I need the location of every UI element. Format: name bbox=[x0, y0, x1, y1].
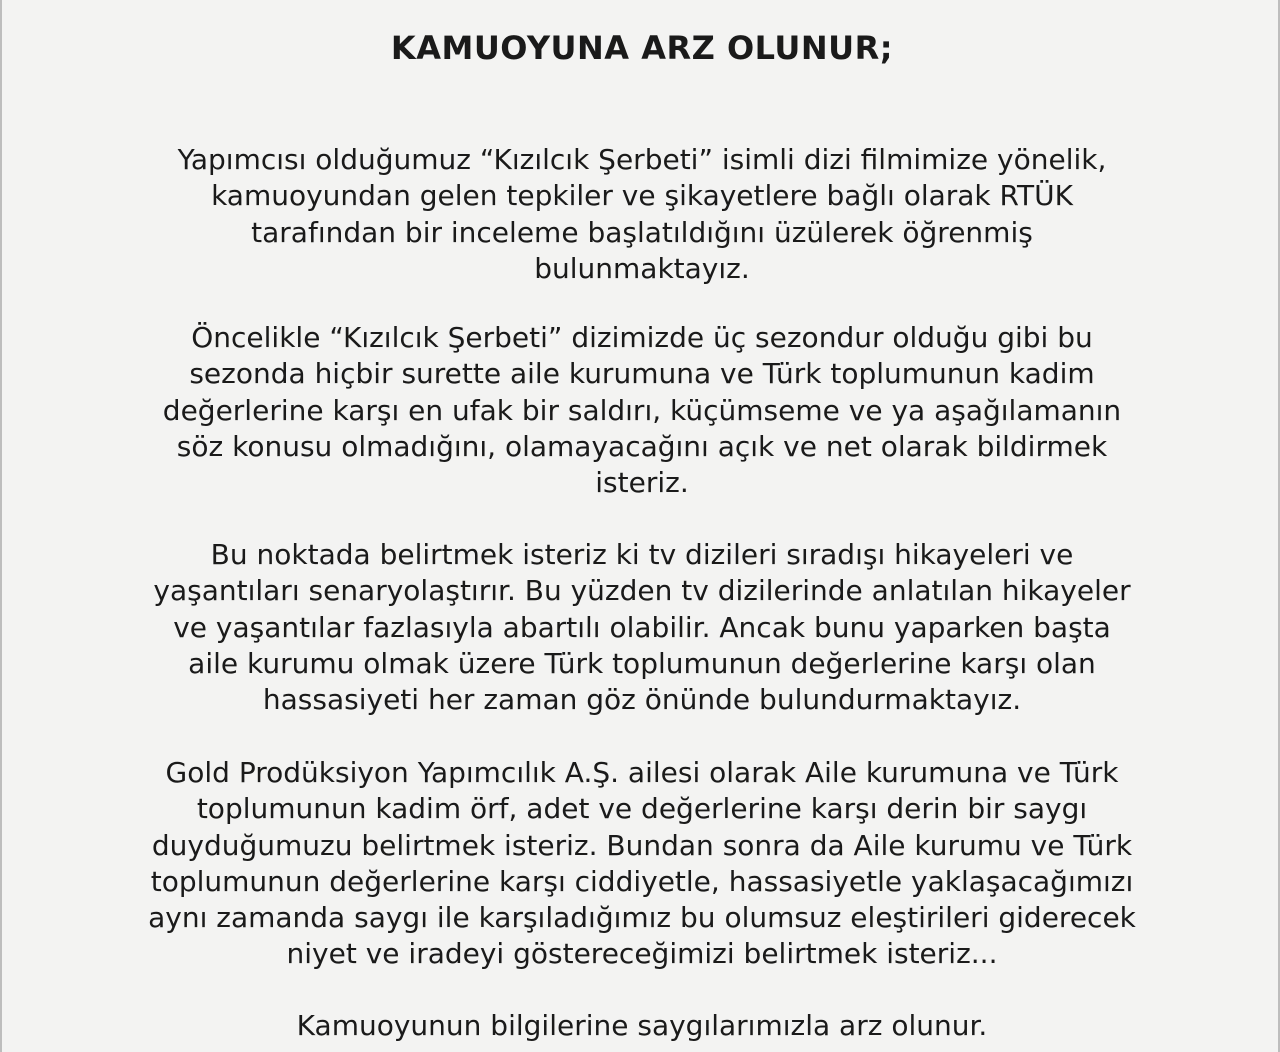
paragraph-line: isteriz. bbox=[595, 466, 689, 500]
paragraph-line: hassasiyeti her zaman göz önünde bulundurmaktayız. bbox=[262, 683, 1022, 717]
paragraph-line: aile kurumu olmak üzere Türk toplumunun değerlerine karşı olan bbox=[188, 646, 1096, 680]
paragraph-family-values bbox=[2, 320, 1280, 501]
paragraph-rtuk-inquiry bbox=[2, 142, 1280, 287]
paragraph-line: Yapımcısı olduğumuz “Kızılcık Şerbeti” isimli dizi filmimize yönelik, bbox=[177, 143, 1107, 176]
paragraph-line: tarafından bir inceleme başlatıldığını üzülerek öğrenmiş bbox=[251, 215, 1033, 249]
paragraph-gold-produksiyon bbox=[2, 755, 1280, 973]
paragraph-line: kamuoyundan gelen tepkiler ve şikayetlere bağlı olarak RTÜK bbox=[211, 179, 1073, 213]
paragraph-line: değerlerine karşı en ufak bir saldırı, küçümseme ve ya aşağılamanın bbox=[162, 393, 1122, 427]
document-title: KAMUOYUNA ARZ OLUNUR; bbox=[390, 29, 894, 67]
paragraph-line: bulunmaktayız. bbox=[534, 251, 750, 285]
paragraph-line: Kamuoyunun bilgilerine saygılarımızla arz olunur. bbox=[296, 1009, 988, 1042]
paragraph-line: Öncelikle “Kızılcık Şerbeti” dizimizde üç sezondur olduğu gibi bu bbox=[191, 321, 1093, 354]
paragraph-line: Gold Prodüksiyon Yapımcılık A.Ş. ailesi olarak Aile kurumuna ve Türk bbox=[165, 756, 1119, 789]
paragraph-line: aynı zamanda saygı ile karşıladığımız bu olumsuz eleştirileri giderecek bbox=[148, 901, 1136, 935]
paragraph-line: sezonda hiçbir surette aile kurumuna ve Türk toplumunun kadim bbox=[189, 357, 1095, 391]
paragraph-line: duyduğumuzu belirtmek isteriz. Bundan sonra da Aile kurumu ve Türk bbox=[151, 828, 1133, 862]
paragraph-line: toplumunun kadim örf, adet ve değerlerine karşı derin bir saygı bbox=[196, 792, 1088, 826]
paragraph-line: söz konusu olmadığını, olamayacağını açık ve net olarak bildirmek bbox=[176, 429, 1108, 463]
paragraph-line: yaşantıları senaryolaştırır. Bu yüzden tv dizilerinde anlatılan hikayeler bbox=[153, 574, 1131, 608]
paragraph-line: toplumunun değerlerine karşı ciddiyetle, hassasiyetle yaklaşacağımızı bbox=[150, 864, 1134, 898]
paragraph-tv-series bbox=[2, 537, 1280, 718]
paragraph-line: niyet ve iradeyi göstereceğimizi belirtmek isteriz... bbox=[286, 937, 998, 971]
paragraph-line: ve yaşantılar fazlasıyla abartılı olabilir. Ancak bunu yaparken başta bbox=[173, 610, 1111, 644]
paragraph-line: Bu noktada belirtmek isteriz ki tv dizileri sıradışı hikayeleri ve bbox=[210, 538, 1074, 571]
paragraph-closing bbox=[2, 1008, 1280, 1044]
